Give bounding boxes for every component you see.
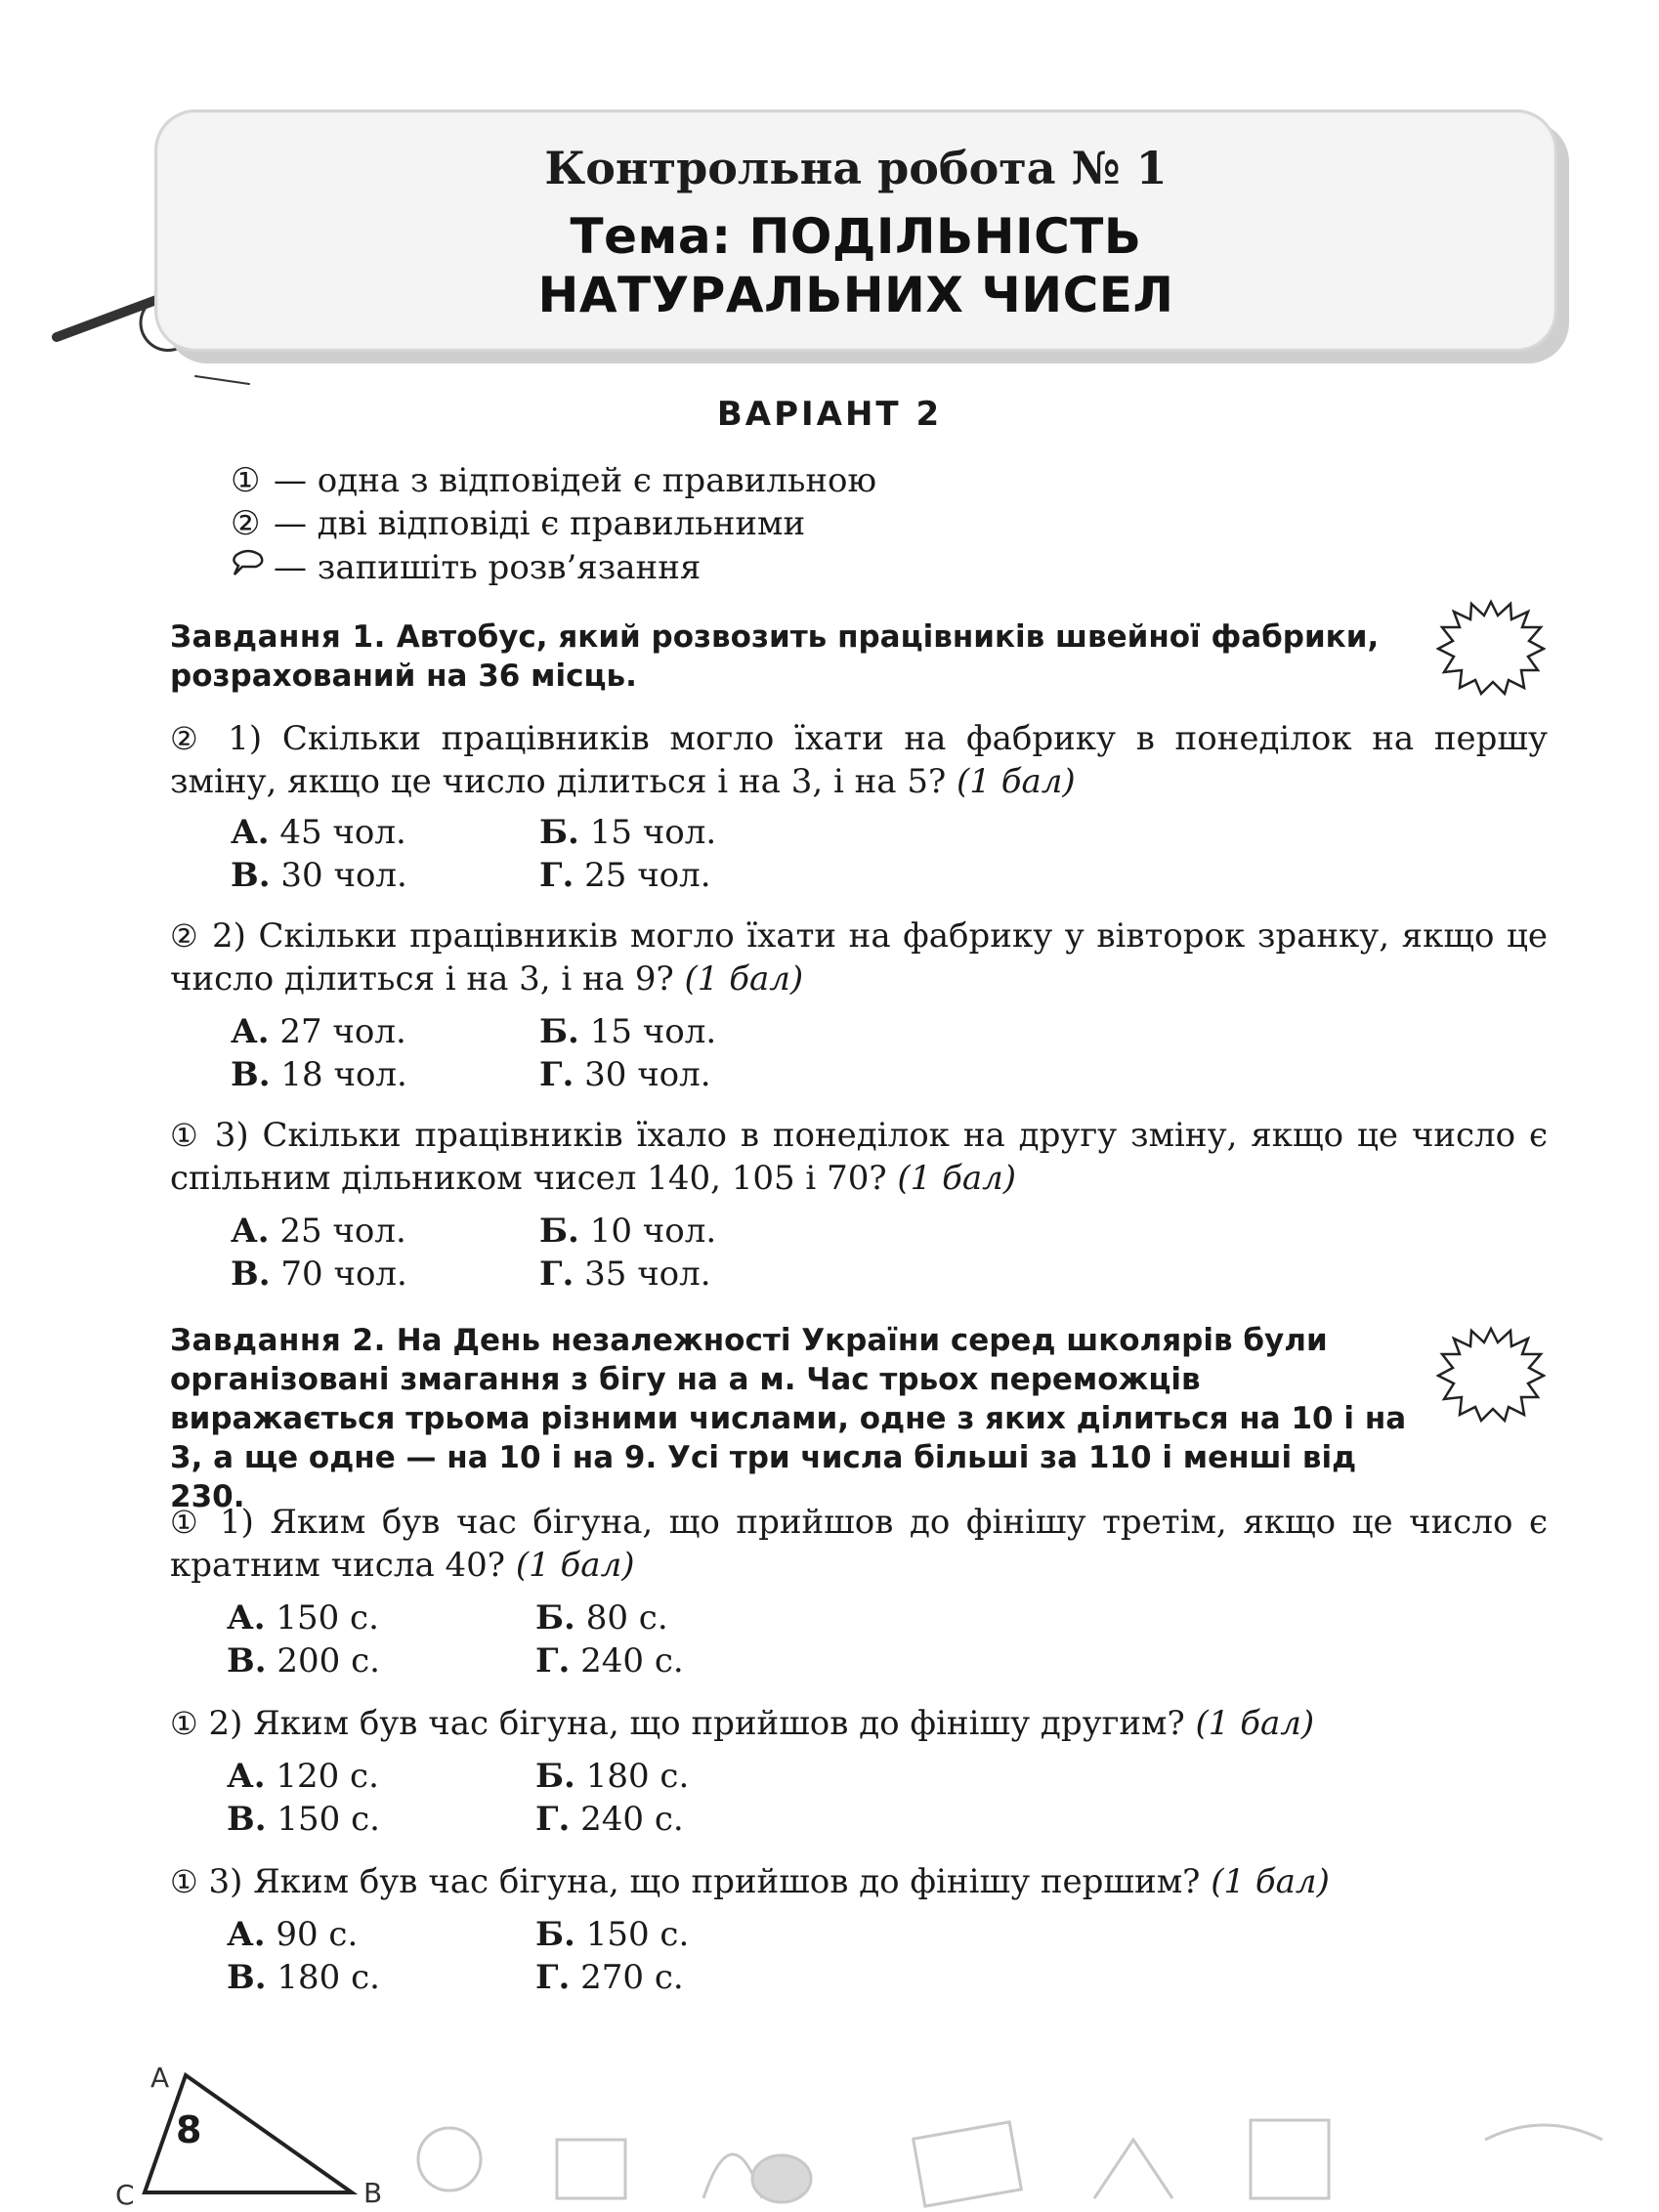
circled-one-icon: ① bbox=[170, 1705, 198, 1742]
option-d: Г. 35 чол. bbox=[539, 1255, 711, 1294]
option-a: А. 27 чол. bbox=[231, 1012, 406, 1051]
option-b: Б. 15 чол. bbox=[539, 813, 717, 852]
topic-line-2: НАТУРАЛЬНИХ ЧИСЕЛ bbox=[537, 267, 1174, 323]
topic-line-1: Тема: ПОДІЛЬНІСТЬ bbox=[570, 208, 1142, 265]
question-text: 1) Скільки працівників могло їхати на фабрику в понеділок на першу зміну, якщо це число ділиться і на 3, і на 5? bbox=[170, 719, 1549, 801]
option-d: Г. 30 чол. bbox=[539, 1055, 711, 1094]
task-1-question-3 bbox=[170, 1114, 1548, 1200]
option-a: А. 45 чол. bbox=[231, 813, 406, 852]
option-d: Г. 270 с. bbox=[535, 1958, 684, 1997]
triangle-label-c: C bbox=[115, 2179, 135, 2206]
task-2-question-2 bbox=[170, 1702, 1548, 1745]
triangle-icon bbox=[107, 2060, 401, 2206]
option-a: А. 120 с. bbox=[227, 1757, 379, 1796]
option-c: В. 70 чол. bbox=[231, 1255, 407, 1294]
question-points: (1 бал) bbox=[684, 959, 804, 999]
score-star-icon bbox=[1436, 598, 1546, 696]
option-d: Г. 25 чол. bbox=[539, 856, 711, 895]
option-c: В. 18 чол. bbox=[231, 1055, 407, 1094]
question-points: (1 бал) bbox=[1211, 1862, 1330, 1901]
score-star-icon bbox=[1436, 1325, 1546, 1423]
variant-heading: ВАРІАНТ 2 bbox=[716, 395, 943, 434]
option-b: Б. 150 с. bbox=[535, 1915, 690, 1954]
task-2-text: На День незалежності України серед школярів були організовані змагання з бігу на a м. Час трьох переможців виражається трьома різними числами, одне з яких ділиться на 10 і на 3, а ще одне — на 10 і на 9. Усі три числа більші за 110 і менші від 230. bbox=[170, 1323, 1407, 1514]
circled-one-icon: ① bbox=[231, 461, 261, 500]
circled-one-icon: ① bbox=[170, 1504, 204, 1541]
option-b: Б. 180 с. bbox=[535, 1757, 690, 1796]
task-1-text: Автобус, який розвозить працівників швейної фабрики, розрахований на 36 місць. bbox=[170, 619, 1380, 694]
option-b: Б. 15 чол. bbox=[539, 1012, 717, 1051]
page-number: 8 bbox=[176, 2108, 202, 2151]
option-c: В. 200 с. bbox=[227, 1641, 380, 1680]
option-a: А. 25 чол. bbox=[231, 1212, 406, 1251]
legend-item-write-solution bbox=[231, 548, 701, 587]
legend-item-one-answer bbox=[231, 461, 876, 500]
question-text: 3) Яким був час бігуна, що прийшов до фінішу першим? bbox=[208, 1862, 1201, 1901]
legend-text: — одна з відповідей є правильною bbox=[274, 461, 877, 500]
question-points: (1 бал) bbox=[897, 1159, 1017, 1198]
option-c: В. 30 чол. bbox=[231, 856, 407, 895]
circled-one-icon: ① bbox=[170, 1117, 201, 1154]
circled-two-icon: ② bbox=[170, 917, 200, 955]
question-points: (1 бал) bbox=[515, 1546, 635, 1585]
option-c: В. 150 с. bbox=[227, 1800, 380, 1839]
question-text: 1) Яким був час бігуна, що прийшов до фінішу третім, якщо це число є кратним числа 40? bbox=[170, 1503, 1549, 1585]
legend-item-two-answers bbox=[231, 504, 805, 543]
option-d: Г. 240 с. bbox=[535, 1800, 684, 1839]
title-banner bbox=[154, 109, 1557, 352]
task-1-intro bbox=[170, 617, 1430, 696]
option-b: Б. 80 с. bbox=[535, 1598, 668, 1638]
question-text: 2) Скільки працівників могло їхати на фабрику у вівторок зранку, якщо це число ділиться і на 3, і на 9? bbox=[170, 916, 1549, 999]
option-c: В. 180 с. bbox=[227, 1958, 380, 1997]
circled-one-icon: ① bbox=[170, 1863, 198, 1900]
question-text: 2) Яким був час бігуна, що прийшов до фінішу другим? bbox=[208, 1704, 1185, 1743]
legend-text: — запишіть розв’язання bbox=[274, 548, 702, 587]
doodle-icon bbox=[410, 2101, 1632, 2208]
question-text: 3) Скільки працівників їхало в понеділок на другу зміну, якщо це число є спільним дільником чисел 140, 105 і 70? bbox=[170, 1116, 1549, 1198]
circled-two-icon: ② bbox=[170, 720, 208, 757]
speech-bubble-icon bbox=[231, 548, 274, 587]
task-1-label: Завдання 1. bbox=[170, 619, 386, 655]
circled-two-icon: ② bbox=[231, 504, 261, 543]
question-points: (1 бал) bbox=[957, 762, 1076, 801]
test-title: Контрольна робота № 1 bbox=[544, 142, 1168, 194]
option-d: Г. 240 с. bbox=[535, 1641, 684, 1680]
question-points: (1 бал) bbox=[1195, 1704, 1315, 1743]
triangle-label-b: B bbox=[363, 2177, 383, 2206]
task-2-question-1 bbox=[170, 1501, 1548, 1587]
task-2-question-3 bbox=[170, 1860, 1548, 1903]
triangle-label-a: A bbox=[150, 2062, 170, 2094]
task-1-question-2 bbox=[170, 915, 1548, 1000]
legend-text: — дві відповіді є правильними bbox=[274, 504, 806, 543]
option-a: А. 150 с. bbox=[227, 1598, 379, 1638]
option-a: А. 90 с. bbox=[227, 1915, 359, 1954]
task-2-label: Завдання 2. bbox=[170, 1323, 386, 1358]
option-b: Б. 10 чол. bbox=[539, 1212, 717, 1251]
task-1-question-1 bbox=[170, 717, 1548, 803]
task-2-intro bbox=[170, 1321, 1421, 1516]
